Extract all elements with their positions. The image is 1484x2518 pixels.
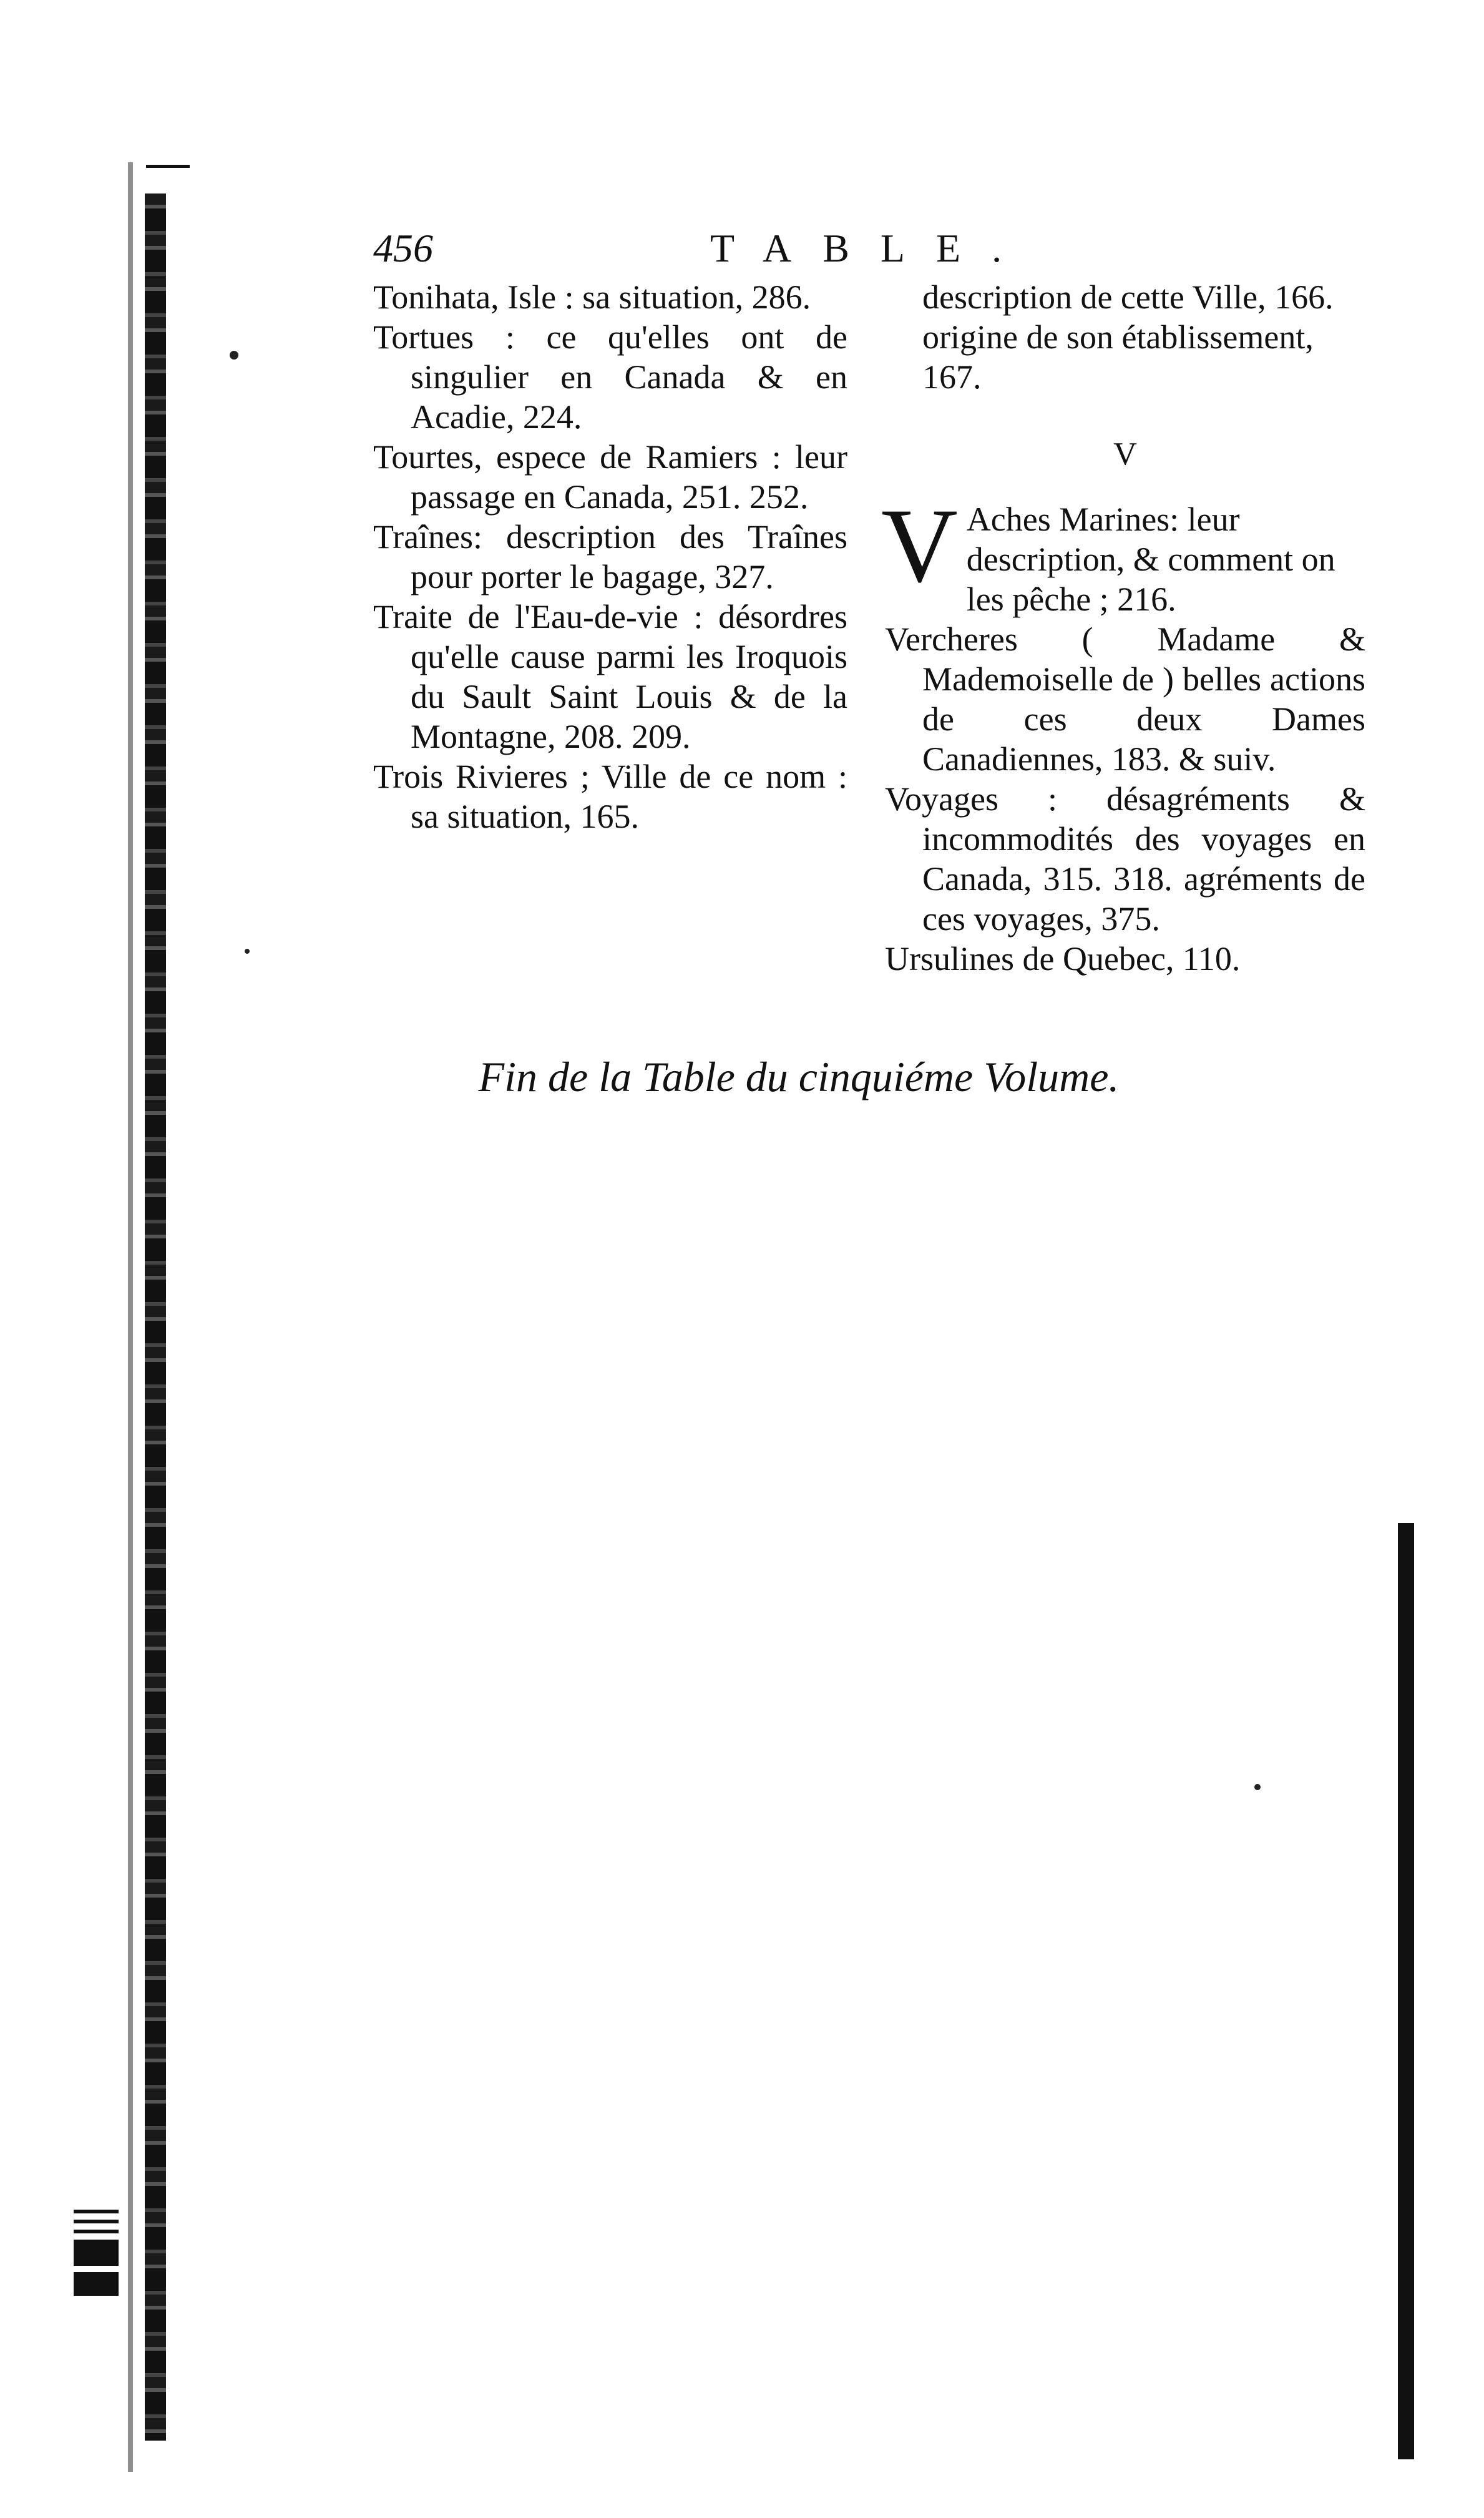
ink-speck: [245, 949, 250, 954]
index-entry: Trois Rivieres ; Ville de ce nom : sa situation, 165.: [373, 758, 847, 835]
index-entry: Voyages : désagréments & incommodités des voyages en Canada, 315. 318. agréments de ces voyages, 375.: [885, 780, 1365, 938]
index-entry: Ursulines de Quebec, 110.: [885, 940, 1241, 977]
index-entry-continuation: description de cette Ville, 166. origine de son établissement, 167.: [922, 278, 1334, 396]
index-column-left: [373, 277, 847, 836]
page-number: 456: [373, 226, 433, 270]
index-entry: Vercheres ( Madame & Mademoiselle de ) belles actions de ces deux Dames Canadiennes, 183. & suiv.: [885, 620, 1365, 778]
index-entry: Traite de l'Eau-de-vie : désordres qu'elle cause parmi les Iroquois du Sault Saint Louis & de la Montagne, 208. 209.: [373, 598, 847, 755]
scan-edge-shadow: [128, 162, 133, 2472]
index-column-right: [881, 277, 1365, 979]
ink-speck: [1254, 1784, 1261, 1790]
drop-cap: V: [881, 487, 958, 604]
index-entry-text: Aches Marines: leur description, & comment on les pêche ; 216.: [966, 501, 1335, 618]
index-entry: [881, 487, 1365, 619]
scan-registration-bars: [74, 2210, 119, 2322]
scan-right-edge: [1398, 1523, 1414, 2459]
running-title: TABLE.: [710, 226, 1033, 270]
scan-binding-edge: [145, 194, 166, 2441]
closing-line: Fin de la Table du cinquiéme Volume.: [478, 1053, 1120, 1100]
ink-speck: [230, 351, 238, 360]
section-letter: V: [1113, 436, 1137, 472]
running-head: [373, 223, 1347, 273]
index-entry: Tortues : ce qu'elles ont de singulier en Canada & en Acadie, 224.: [373, 318, 847, 436]
index-entry: Tourtes, espece de Ramiers : leur passage en Canada, 251. 252.: [373, 438, 847, 516]
index-entry: Traînes: description des Traînes pour porter le bagage, 327.: [373, 518, 847, 595]
index-entry: Tonihata, Isle : sa situation, 286.: [373, 278, 811, 316]
scan-mark: [146, 165, 190, 168]
